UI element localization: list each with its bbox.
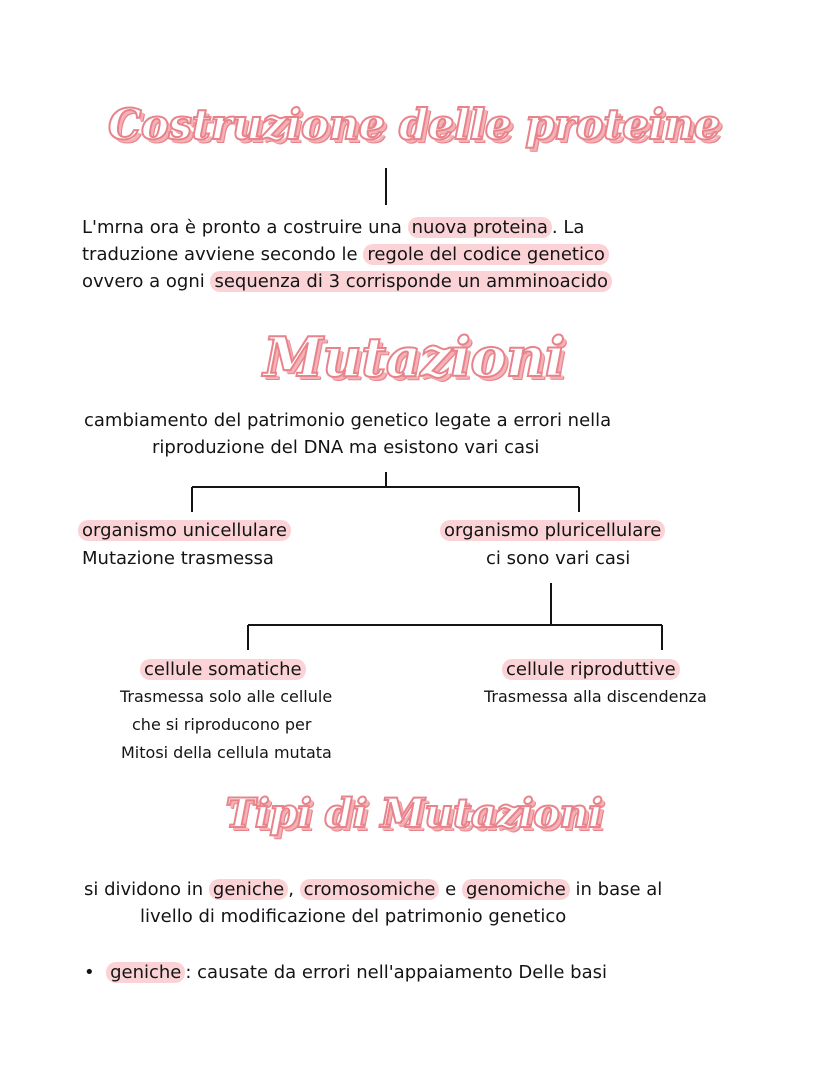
somatiche-line3: Mitosi della cellula mutata — [121, 743, 332, 762]
text: e — [439, 879, 462, 900]
title-costruzione: Costruzione delle proteine — [107, 100, 721, 149]
text: si dividono in — [84, 879, 209, 900]
bullet-icon: • — [84, 962, 95, 983]
highlight: geniche — [209, 879, 288, 900]
highlight: nuova proteina — [408, 217, 552, 238]
highlight: regole del codice genetico — [363, 244, 609, 265]
somatiche-title — [140, 656, 306, 683]
section1-line1 — [82, 214, 584, 241]
unicellulare-sub: Mutazione trasmessa — [82, 548, 274, 569]
section1-line3 — [82, 268, 612, 295]
title-tipi-mutazioni: Tipi di Mutazioni — [225, 790, 603, 837]
highlight: cellule riproduttive — [502, 659, 680, 680]
text: in base al — [569, 879, 663, 900]
section3-line1 — [84, 876, 662, 903]
text: . La — [551, 217, 585, 238]
pluricellulare-title — [440, 517, 665, 544]
text: : causate da errori nell'appaiamento Delle basi — [185, 962, 607, 983]
title-mutazioni: Mutazioni — [263, 325, 565, 389]
text: L'mrna ora è pronto a costruire una — [82, 217, 408, 238]
highlight: cromosomiche — [300, 879, 440, 900]
highlight: geniche — [106, 962, 185, 983]
text: , — [288, 879, 300, 900]
section2-line2: riproduzione del DNA ma esistono vari casi — [152, 437, 540, 458]
section3-line2: livello di modificazione del patrimonio genetico — [140, 906, 567, 927]
pluricellulare-sub: ci sono vari casi — [486, 548, 631, 569]
unicellulare-title — [78, 517, 291, 544]
highlight: genomiche — [462, 879, 570, 900]
riproduttive-line1: Trasmessa alla discendenza — [484, 687, 707, 706]
text: traduzione avviene secondo le — [82, 244, 364, 265]
somatiche-line2: che si riproducono per — [132, 715, 312, 734]
highlight: organismo pluricellulare — [440, 520, 665, 541]
highlight: sequenza di 3 corrisponde un amminoacido — [210, 271, 612, 292]
section1-line2 — [82, 241, 609, 268]
section2-line1: cambiamento del patrimonio genetico legate a errori nella — [84, 410, 612, 431]
highlight: cellule somatiche — [140, 659, 306, 680]
somatiche-line1: Trasmessa solo alle cellule — [120, 687, 333, 706]
text: ovvero a ogni — [82, 271, 211, 292]
highlight: organismo unicellulare — [78, 520, 291, 541]
riproduttive-title — [502, 656, 680, 683]
bullet-geniche — [84, 959, 607, 986]
